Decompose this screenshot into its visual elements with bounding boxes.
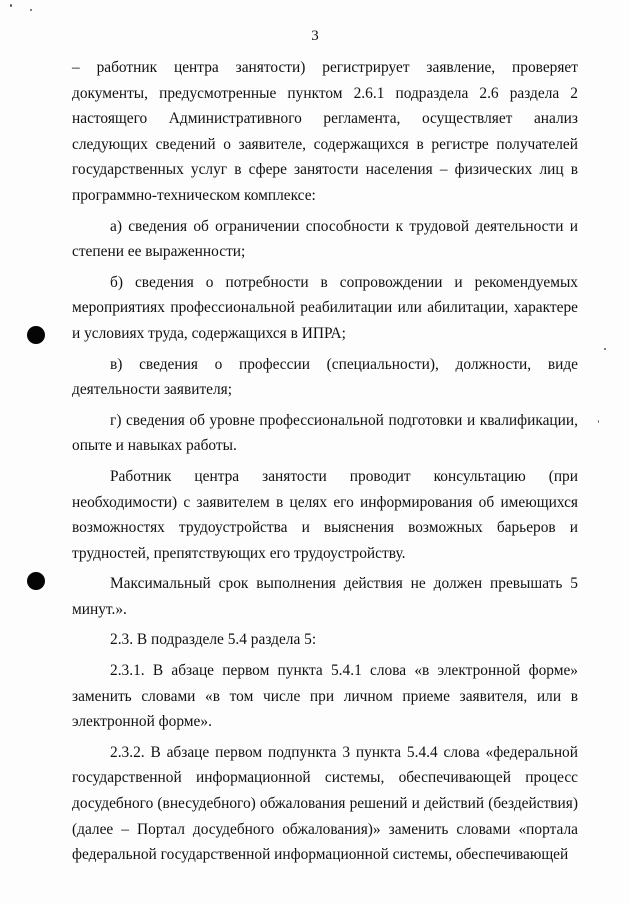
- scan-speck: [604, 348, 606, 350]
- page-number: 3: [311, 28, 319, 44]
- punch-hole-mark: [27, 572, 45, 590]
- scan-speck: [10, 4, 12, 7]
- list-item: в) сведения о профессии (специальности), должности, виде деятельности заявителя;: [72, 355, 578, 399]
- scan-speck: [598, 420, 599, 423]
- list-item: а) сведения об ограничении способности к трудовой деятельности и степени ее выраженности;: [72, 217, 578, 261]
- paragraph: – работник центра занятости) регистрирует заявление, проверяет документы, предусмотренные пунктом 2.6.1 подраздела 2.6 раздела 2 настоящего Административного регламента, осуществляет анализ следующих сведений о заявителе, содержащихся в регистре получателей государственных услуг в сфере занятости населения – физических лиц в программно-техническом комплексе:: [72, 59, 578, 204]
- section-heading: 2.3. В подразделе 5.4 раздела 5:: [110, 631, 317, 649]
- paragraph: Максимальный срок выполнения действия не должен превышать 5 минут.».: [72, 575, 578, 618]
- paragraph: 2.3.1. В абзаце первом пункта 5.4.1 слова «в электронной форме» заменить словами «в том числе при личном приеме заявителя, или в электронной форме».: [72, 662, 578, 731]
- paragraph: Работник центра занятости проводит консультацию (при необходимости) с заявителем в целях его информирования об имеющихся возможностях трудоустройства и выяснения возможных барьеров и трудностей, препятствующих его трудоустройству.: [72, 467, 578, 562]
- list-item: б) сведения о потребности в сопровождении и рекомендуемых мероприятиях профессиональной реабилитации или абилитации, характере и условиях труда, содержащихся в ИПРА;: [72, 273, 578, 342]
- paragraph: 2.3.2. В абзаце первом подпункта 3 пункта 5.4.4 слова «федеральной государственной информационной системы, обеспечивающей процесс досудебного (внесудебного) обжалования решений и действий (бездействия) (далее – Портал досудебного обжалования)» заменить словами «портала федеральной государственной информационной системы, обеспечивающей: [72, 743, 578, 864]
- punch-hole-mark: [27, 326, 45, 344]
- document-body: [72, 55, 578, 868]
- scan-speck: [30, 9, 32, 11]
- list-item: г) сведения об уровне профессиональной подготовки и квалификации, опыте и навыках работы.: [72, 411, 578, 455]
